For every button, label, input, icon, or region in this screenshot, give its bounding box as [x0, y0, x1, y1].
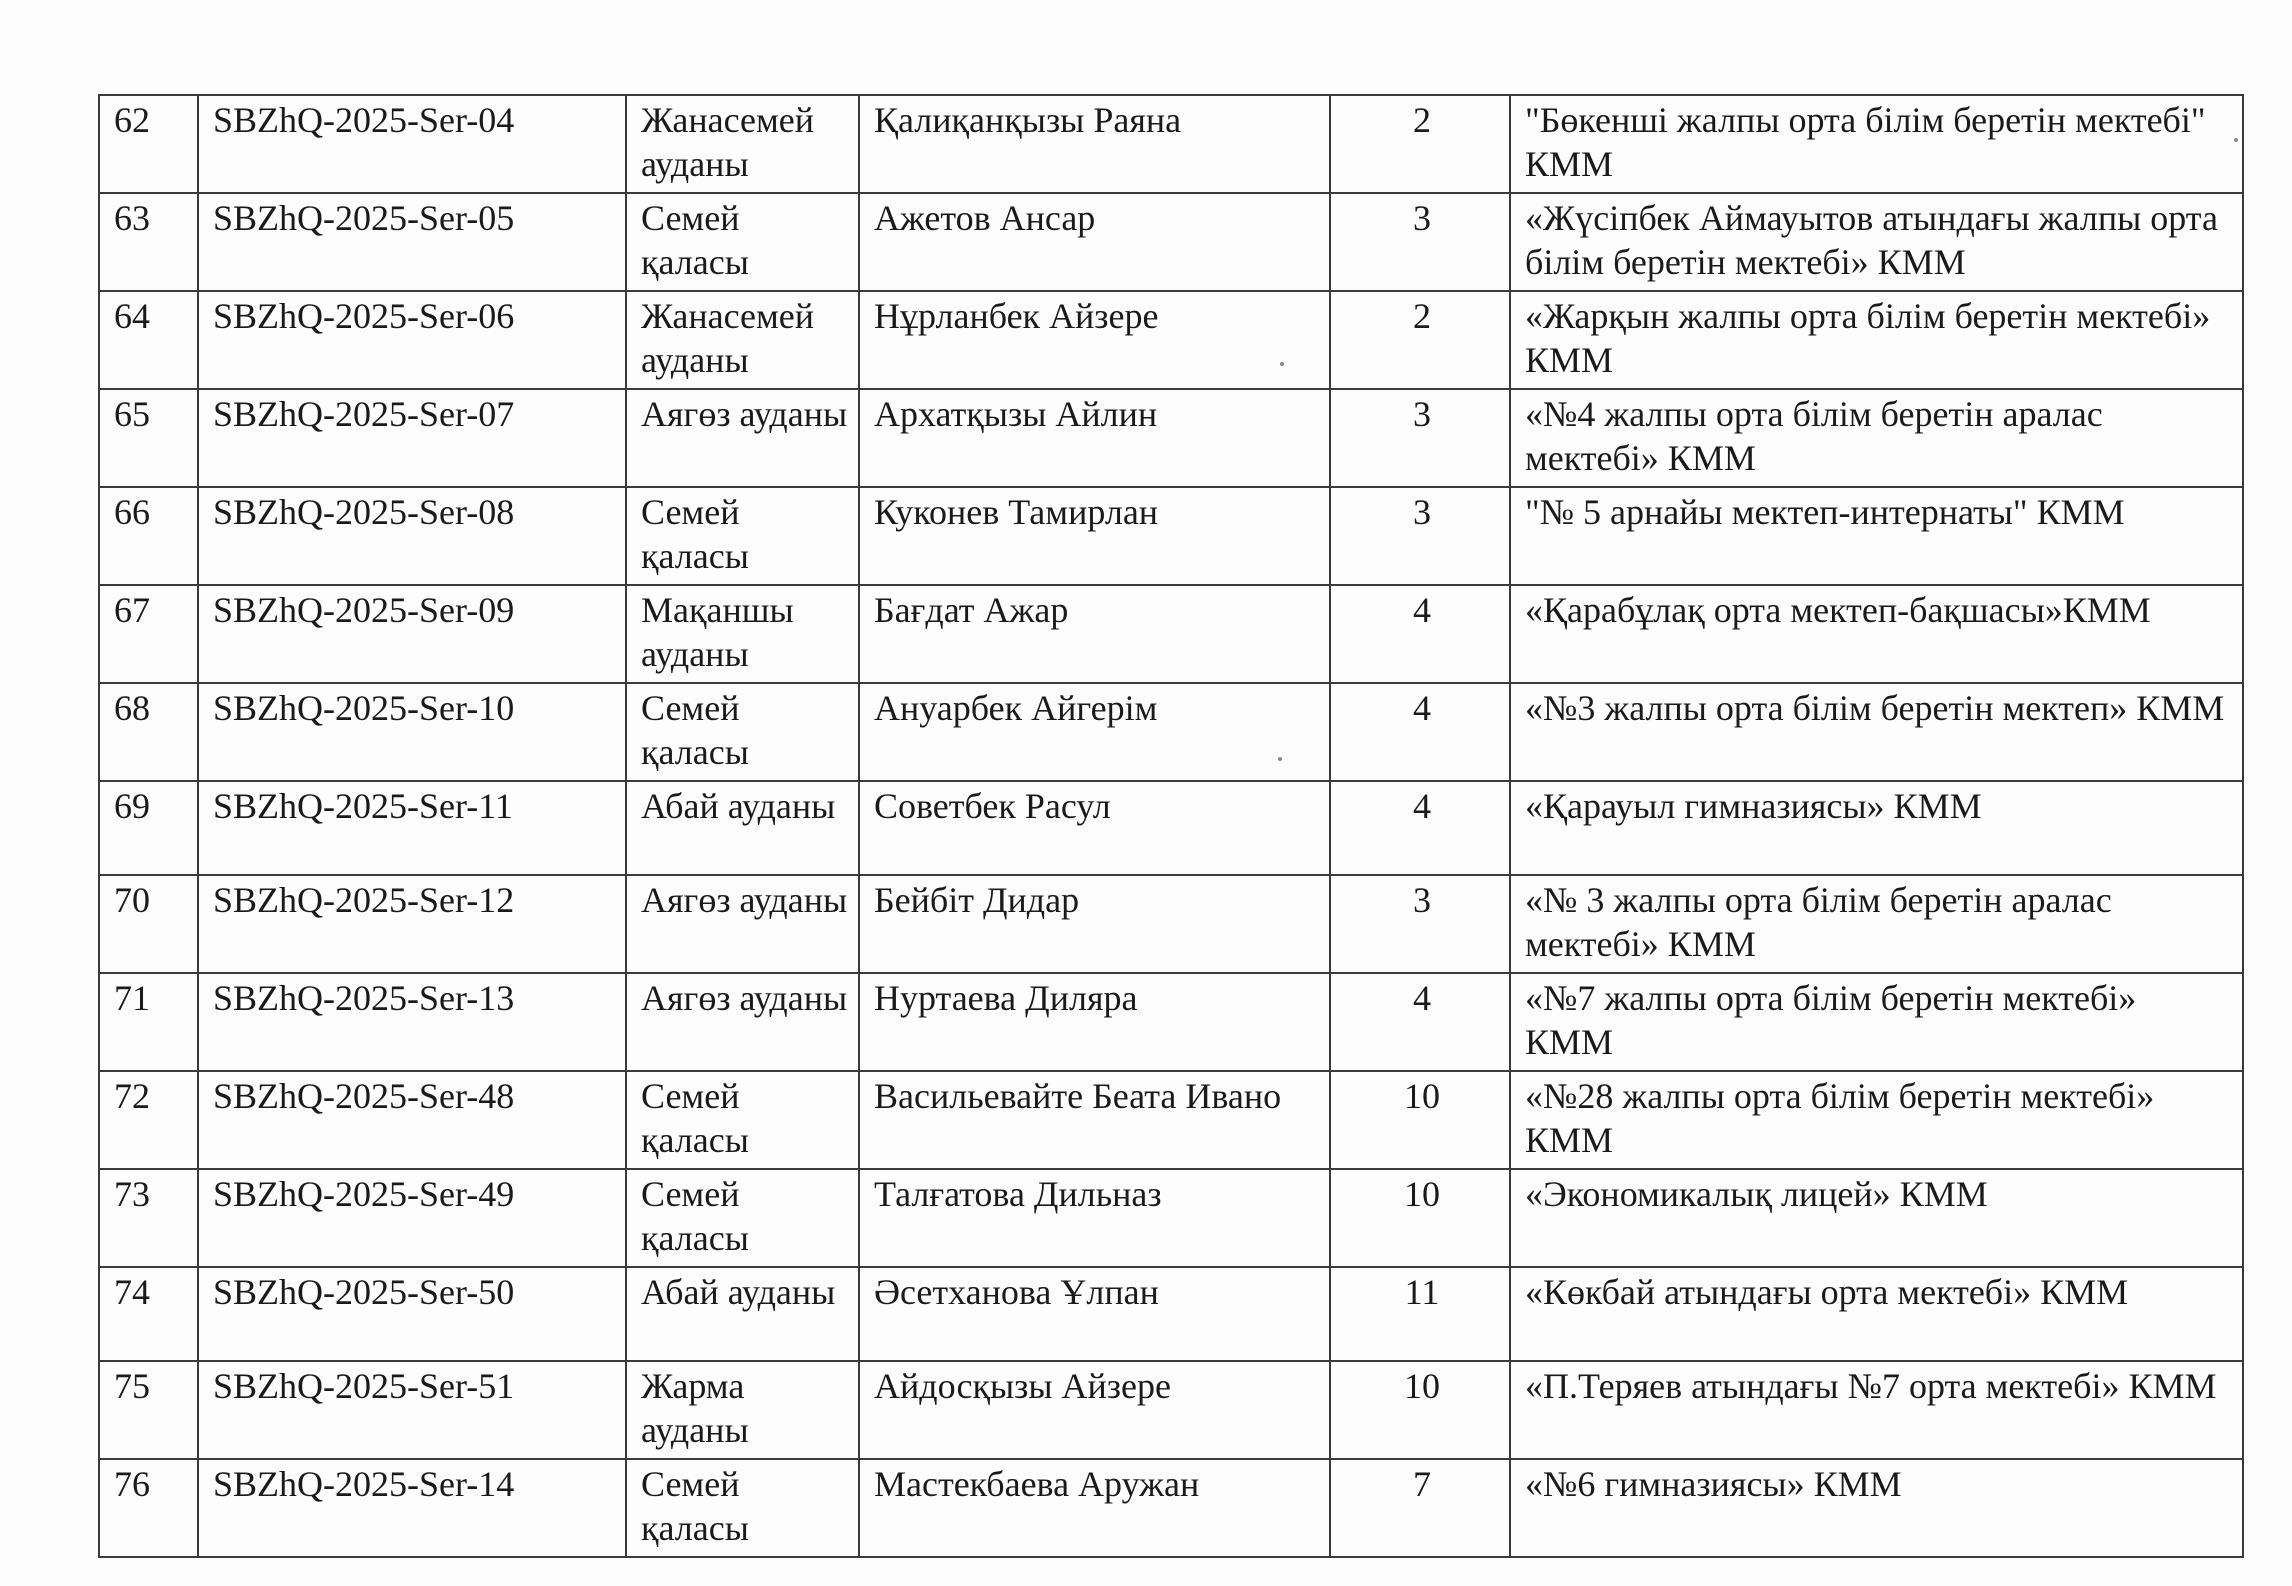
table-row	[99, 1459, 2243, 1557]
school-name-cell: «П.Теряев атындағы №7 орта мектебі» КММ	[1510, 1361, 2243, 1459]
participant-code-cell: SBZhQ-2025-Ser-11	[198, 781, 626, 875]
district-cell: Семей қаласы	[626, 1459, 859, 1557]
participant-name-cell: Бейбіт Дидар	[859, 875, 1330, 973]
participant-name-cell: Қалиқанқызы Раяна	[859, 95, 1330, 193]
table-body	[99, 95, 2243, 1557]
table-row	[99, 781, 2243, 875]
grade-cell: 4	[1330, 973, 1510, 1071]
participant-name-cell: Мастекбаева Аружан	[859, 1459, 1330, 1557]
grade-cell: 3	[1330, 389, 1510, 487]
school-name-cell: «№3 жалпы орта білім беретін мектеп» КММ	[1510, 683, 2243, 781]
school-name-cell: «Жүсіпбек Аймауытов атындағы жалпы орта білім беретін мектебі» КММ	[1510, 193, 2243, 291]
district-cell: Жанасемей ауданы	[626, 95, 859, 193]
district-cell: Семей қаласы	[626, 1071, 859, 1169]
participant-name-cell: Архатқызы Айлин	[859, 389, 1330, 487]
district-cell: Мақаншы ауданы	[626, 585, 859, 683]
table-row	[99, 875, 2243, 973]
participant-code-cell: SBZhQ-2025-Ser-04	[198, 95, 626, 193]
participant-code-cell: SBZhQ-2025-Ser-07	[198, 389, 626, 487]
participant-code-cell: SBZhQ-2025-Ser-10	[198, 683, 626, 781]
table-row	[99, 389, 2243, 487]
district-cell: Аягөз ауданы	[626, 389, 859, 487]
table-row	[99, 1169, 2243, 1267]
school-name-cell: «№ 3 жалпы орта білім беретін аралас мектебі» КММ	[1510, 875, 2243, 973]
row-number-cell: 76	[99, 1459, 198, 1557]
row-number-cell: 67	[99, 585, 198, 683]
scan-speck	[2234, 138, 2238, 142]
row-number-cell: 70	[99, 875, 198, 973]
participant-code-cell: SBZhQ-2025-Ser-08	[198, 487, 626, 585]
school-name-cell: "№ 5 арнайы мектеп-интернаты" КММ	[1510, 487, 2243, 585]
school-name-cell: «№7 жалпы орта білім беретін мектебі» КММ	[1510, 973, 2243, 1071]
row-number-cell: 63	[99, 193, 198, 291]
table-row	[99, 1361, 2243, 1459]
participant-code-cell: SBZhQ-2025-Ser-06	[198, 291, 626, 389]
district-cell: Аягөз ауданы	[626, 875, 859, 973]
school-name-cell: «Қарауыл гимназиясы» КММ	[1510, 781, 2243, 875]
district-cell: Абай ауданы	[626, 1267, 859, 1361]
grade-cell: 3	[1330, 875, 1510, 973]
school-name-cell: «Экономикалық лицей» КММ	[1510, 1169, 2243, 1267]
participant-code-cell: SBZhQ-2025-Ser-50	[198, 1267, 626, 1361]
participant-name-cell: Советбек Расул	[859, 781, 1330, 875]
row-number-cell: 75	[99, 1361, 198, 1459]
participant-code-cell: SBZhQ-2025-Ser-12	[198, 875, 626, 973]
table-row	[99, 1071, 2243, 1169]
participant-name-cell: Нұрланбек Айзере	[859, 291, 1330, 389]
district-cell: Семей қаласы	[626, 683, 859, 781]
participant-code-cell: SBZhQ-2025-Ser-05	[198, 193, 626, 291]
participant-name-cell: Әсетханова Ұлпан	[859, 1267, 1330, 1361]
scan-speck	[1278, 757, 1282, 761]
row-number-cell: 69	[99, 781, 198, 875]
grade-cell: 3	[1330, 193, 1510, 291]
grade-cell: 10	[1330, 1169, 1510, 1267]
school-name-cell: «Қарабұлақ орта мектеп-бақшасы»КММ	[1510, 585, 2243, 683]
district-cell: Семей қаласы	[626, 487, 859, 585]
participant-name-cell: Талғатова Дильназ	[859, 1169, 1330, 1267]
table-row	[99, 193, 2243, 291]
participant-code-cell: SBZhQ-2025-Ser-09	[198, 585, 626, 683]
district-cell: Жанасемей ауданы	[626, 291, 859, 389]
grade-cell: 7	[1330, 1459, 1510, 1557]
participant-name-cell: Ануарбек Айгерім	[859, 683, 1330, 781]
row-number-cell: 68	[99, 683, 198, 781]
row-number-cell: 73	[99, 1169, 198, 1267]
row-number-cell: 74	[99, 1267, 198, 1361]
participant-code-cell: SBZhQ-2025-Ser-14	[198, 1459, 626, 1557]
participant-code-cell: SBZhQ-2025-Ser-13	[198, 973, 626, 1071]
row-number-cell: 71	[99, 973, 198, 1071]
school-name-cell: «Жарқын жалпы орта білім беретін мектебі» КММ	[1510, 291, 2243, 389]
row-number-cell: 64	[99, 291, 198, 389]
participant-name-cell: Куконев Тамирлан	[859, 487, 1330, 585]
grade-cell: 4	[1330, 585, 1510, 683]
table-row	[99, 585, 2243, 683]
scan-speck	[1280, 362, 1284, 366]
district-cell: Абай ауданы	[626, 781, 859, 875]
table-row	[99, 291, 2243, 389]
participant-name-cell: Нуртаева Диляра	[859, 973, 1330, 1071]
participant-name-cell: Айдосқызы Айзере	[859, 1361, 1330, 1459]
school-name-cell: «№28 жалпы орта білім беретін мектебі» КММ	[1510, 1071, 2243, 1169]
grade-cell: 4	[1330, 683, 1510, 781]
grade-cell: 2	[1330, 95, 1510, 193]
participant-name-cell: Ажетов Ансар	[859, 193, 1330, 291]
grade-cell: 3	[1330, 487, 1510, 585]
table-row	[99, 973, 2243, 1071]
table-row	[99, 1267, 2243, 1361]
table-row	[99, 683, 2243, 781]
row-number-cell: 72	[99, 1071, 198, 1169]
row-number-cell: 65	[99, 389, 198, 487]
participant-code-cell: SBZhQ-2025-Ser-48	[198, 1071, 626, 1169]
participant-code-cell: SBZhQ-2025-Ser-51	[198, 1361, 626, 1459]
district-cell: Семей қаласы	[626, 193, 859, 291]
table-row	[99, 95, 2243, 193]
grade-cell: 10	[1330, 1071, 1510, 1169]
table-row	[99, 487, 2243, 585]
participant-code-cell: SBZhQ-2025-Ser-49	[198, 1169, 626, 1267]
row-number-cell: 62	[99, 95, 198, 193]
participants-table	[98, 94, 2244, 1558]
grade-cell: 11	[1330, 1267, 1510, 1361]
district-cell: Аягөз ауданы	[626, 973, 859, 1071]
school-name-cell: «№4 жалпы орта білім беретін аралас мектебі» КММ	[1510, 389, 2243, 487]
participant-name-cell: Васильевайте Беата Ивано	[859, 1071, 1330, 1169]
grade-cell: 2	[1330, 291, 1510, 389]
school-name-cell: «Көкбай атындағы орта мектебі» КММ	[1510, 1267, 2243, 1361]
grade-cell: 10	[1330, 1361, 1510, 1459]
participant-name-cell: Бағдат Ажар	[859, 585, 1330, 683]
school-name-cell: "Бөкенші жалпы орта білім беретін мектебі" КММ	[1510, 95, 2243, 193]
grade-cell: 4	[1330, 781, 1510, 875]
district-cell: Семей қаласы	[626, 1169, 859, 1267]
district-cell: Жарма ауданы	[626, 1361, 859, 1459]
school-name-cell: «№6 гимназиясы» КММ	[1510, 1459, 2243, 1557]
row-number-cell: 66	[99, 487, 198, 585]
